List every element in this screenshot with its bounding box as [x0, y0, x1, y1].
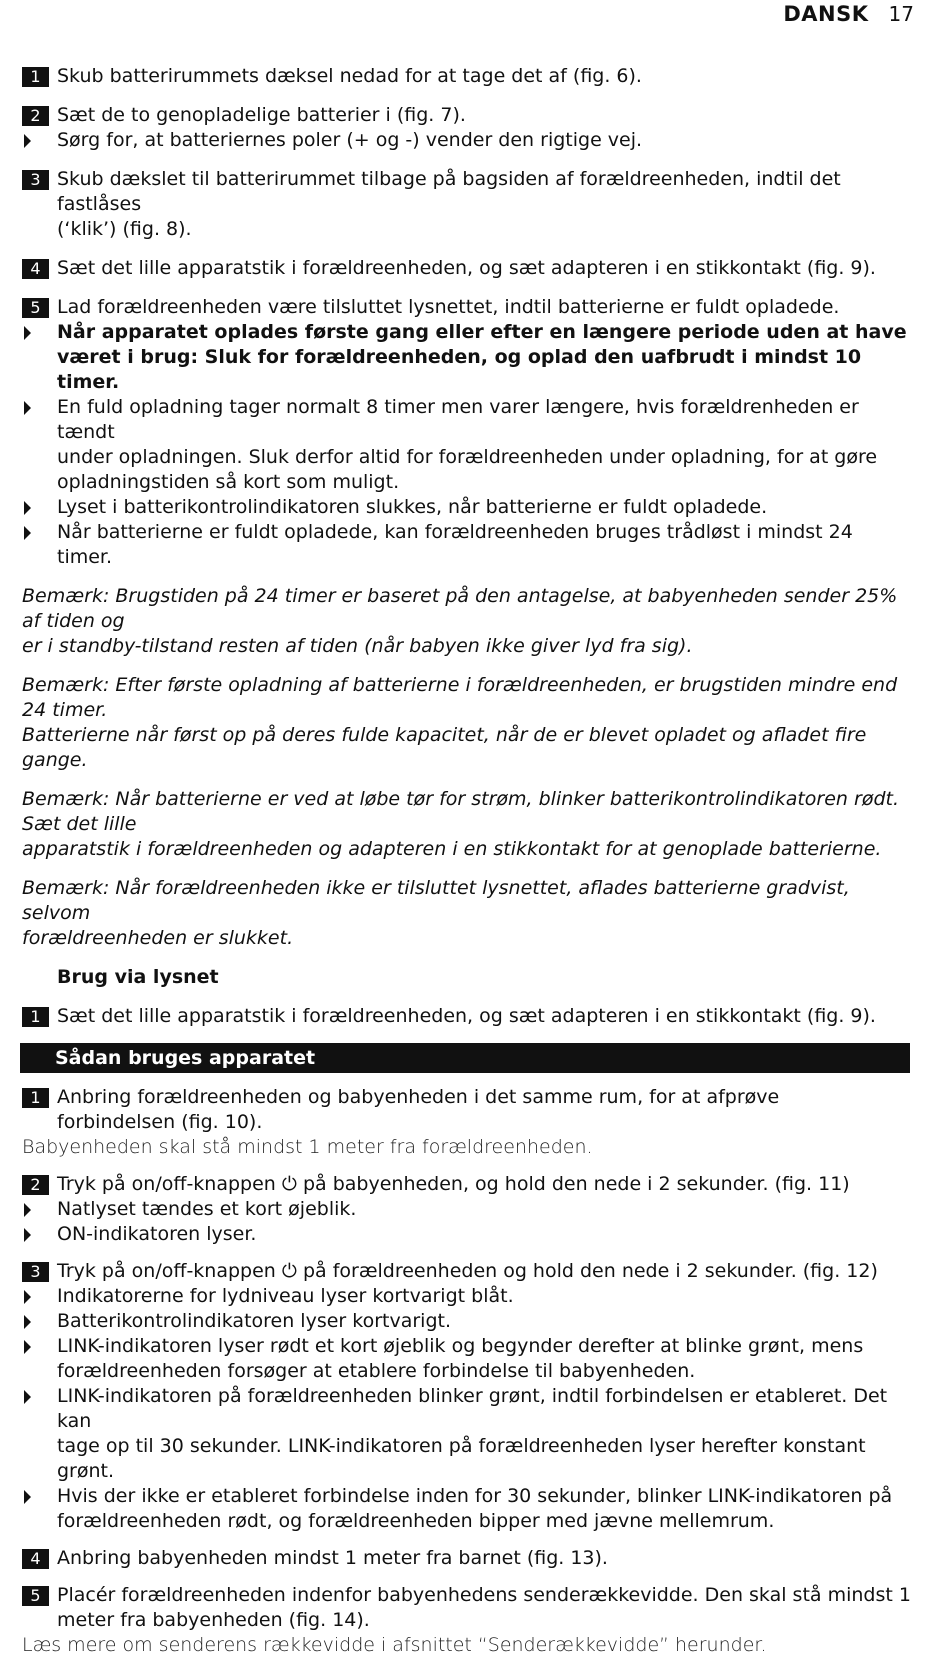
step-1: [22, 1085, 912, 1135]
bullet-text: Hvis der ikke er etableret forbindelse inden for 30 sekunder, blinker LINK-indikatoren på: [57, 1485, 893, 1507]
step-text: Tryk på on/off-knappen: [57, 1260, 276, 1282]
step-text: Sæt det lille apparatstik i forældreenheden, og sæt adapteren i en stikkontakt (fig. 9).: [57, 1005, 876, 1027]
bullet-text: under opladningen. Sluk derfor altid for forældreenheden under opladning, for at gøre: [57, 446, 878, 468]
note-text: Bemærk: Når batterierne er ved at løbe tør for strøm, blinker batterikontrolindikatoren rødt. Sæt det lille: [22, 788, 899, 835]
page-number: 17: [888, 2, 914, 26]
step-1: [22, 1004, 912, 1029]
step-2: [22, 1172, 912, 1197]
step-5: [22, 295, 912, 320]
bullet-icon: [24, 1228, 31, 1242]
bullet-item: [22, 128, 912, 153]
note-text: apparatstik i forældreenheden og adapteren i en stikkontakt for at genoplade batterierne.: [22, 838, 882, 860]
bullet-item: [22, 1284, 912, 1309]
step-text: Sæt det lille apparatstik i forældreenheden, og sæt adapteren i en stikkontakt (fig. 9).: [57, 257, 876, 279]
bullet-text: En fuld opladning tager normalt 8 timer men varer længere, hvis forældrenheden er tændt: [57, 396, 859, 443]
bullet-icon: [24, 401, 31, 415]
bullet-icon: [24, 1340, 31, 1354]
language-label: DANSK: [783, 2, 869, 26]
plain-text: Læs mere om senderens rækkevidde i afsnittet “Senderækkevidde” herunder.: [22, 1634, 767, 1656]
bullet-text: ON-indikatoren lyser.: [57, 1223, 257, 1245]
bullet-text: været i brug: Sluk for forældreenheden, og oplad den uafbrudt i mindst 10 timer.: [57, 346, 862, 393]
step-number: 5: [22, 298, 49, 318]
bullet-text: Indikatorerne for lydniveau lyser kortvarigt blåt.: [57, 1285, 514, 1307]
step-number: 4: [22, 259, 49, 279]
step-text: forbindelsen (fig. 10).: [57, 1111, 263, 1133]
bullet-text: Sørg for, at batteriernes poler (+ og -) vender den rigtige vej.: [57, 129, 643, 151]
bullet-text: Batterikontrolindikatoren lyser kortvarigt.: [57, 1310, 452, 1332]
bullet-item: [22, 520, 912, 570]
bullet-item: [22, 1384, 912, 1484]
step-text: Anbring forældreenheden og babyenheden i det samme rum, for at afprøve: [57, 1086, 780, 1108]
bullet-text: Natlyset tændes et kort øjeblik.: [57, 1198, 357, 1220]
page-content: [22, 64, 912, 1658]
plain-text: Babyenheden skal stå mindst 1 meter fra forældreenheden.: [22, 1136, 593, 1158]
step-text: Anbring babyenheden mindst 1 meter fra barnet (fig. 13).: [57, 1547, 608, 1569]
note: [22, 876, 912, 951]
section-heading: Sådan bruges apparatet: [20, 1043, 910, 1073]
note: [22, 584, 912, 659]
step-4: [22, 256, 912, 281]
note-text: forældreenheden er slukket.: [22, 927, 294, 949]
step-number: 3: [22, 170, 49, 190]
step-number: 1: [22, 1007, 49, 1027]
step-text: Lad forældreenheden være tilsluttet lysnettet, indtil batterierne er fuldt opladede.: [57, 296, 840, 318]
bullet-text: tage op til 30 sekunder. LINK-indikatoren på forældreenheden lyser herefter konstant grønt.: [57, 1435, 866, 1482]
bullet-icon: [24, 526, 31, 540]
step-4: [22, 1546, 912, 1571]
note-text: Batterierne når først op på deres fulde kapacitet, når de er blevet opladet og afladet fire gange.: [22, 724, 867, 771]
bullet-item: [22, 395, 912, 495]
bullet-text: Lyset i batterikontrolindikatoren slukkes, når batterierne er fuldt opladede.: [57, 496, 768, 518]
subheading: Brug via lysnet: [57, 966, 219, 988]
step-number: 1: [22, 67, 49, 87]
bullet-item: [22, 1197, 912, 1222]
step-3: [22, 167, 912, 242]
bullet-text: Når apparatet oplades første gang eller efter en længere periode uden at have: [57, 321, 907, 343]
step-text: Skub batterirummets dæksel nedad for at tage det af (fig. 6).: [57, 65, 642, 87]
step-text: på forældreenheden og hold den nede i 2 sekunder. (fig. 12): [302, 1260, 878, 1282]
bullet-item: [22, 320, 912, 395]
step-1: [22, 64, 912, 89]
step-text: Skub dækslet til batterirummet tilbage på bagsiden af forældreenheden, indtil det fastlåses: [57, 168, 841, 215]
note: [22, 787, 912, 862]
step-text: på babyenheden, og hold den nede i 2 sekunder. (fig. 11): [302, 1173, 850, 1195]
note-text: Bemærk: Brugstiden på 24 timer er baseret på den antagelse, at babyenheden sender 25% af tiden og: [22, 585, 898, 632]
note-text: Bemærk: Efter første opladning af batterierne i forældreenheden, er brugstiden mindre end 24 timer.: [22, 674, 898, 721]
bullet-text: opladningstiden så kort som muligt.: [57, 471, 400, 493]
bullet-icon: [24, 501, 31, 515]
page-header: [783, 2, 914, 28]
step-2: [22, 103, 912, 128]
step-5: [22, 1583, 912, 1633]
power-icon: ⏻: [281, 1260, 297, 1282]
step-number: 2: [22, 106, 49, 126]
step-number: 5: [22, 1586, 49, 1606]
step-text: Tryk på on/off-knappen: [57, 1173, 276, 1195]
note-text: er i standby-tilstand resten af tiden (når babyen ikke giver lyd fra sig).: [22, 635, 693, 657]
power-icon: ⏻: [281, 1173, 297, 1195]
bullet-text: LINK-indikatoren lyser rødt et kort øjeblik og begynder derefter at blinke grønt, mens: [57, 1335, 864, 1357]
bullet-text: forældreenheden rødt, og forældreenheden bipper med jævne mellemrum.: [57, 1510, 775, 1532]
step-text: Sæt de to genopladelige batterier i (fig. 7).: [57, 104, 466, 126]
step-text: Placér forældreenheden indenfor babyenhedens senderækkevidde. Den skal stå mindst 1: [57, 1584, 911, 1606]
step-number: 4: [22, 1549, 49, 1569]
bullet-item: [22, 495, 912, 520]
bullet-item: [22, 1334, 912, 1384]
bullet-text: forældreenheden forsøger at etablere forbindelse til babyenheden.: [57, 1360, 696, 1382]
bullet-icon: [24, 1315, 31, 1329]
step-3: [22, 1259, 912, 1284]
note: [22, 673, 912, 773]
note-text: Bemærk: Når forældreenheden ikke er tilsluttet lysnettet, aflades batterierne gradvist, selvom: [22, 877, 850, 924]
bullet-icon: [24, 326, 31, 340]
bullet-icon: [24, 1203, 31, 1217]
step-text: (‘klik’) (fig. 8).: [57, 218, 192, 240]
bullet-text: LINK-indikatoren på forældreenheden blinker grønt, indtil forbindelsen er etableret. Det kan: [57, 1385, 888, 1432]
step-text: meter fra babyenheden (fig. 14).: [57, 1609, 370, 1631]
bullet-icon: [24, 1490, 31, 1504]
bullet-item: [22, 1484, 912, 1534]
bullet-item: [22, 1309, 912, 1334]
bullet-icon: [24, 134, 31, 148]
bullet-text: Når batterierne er fuldt opladede, kan forældreenheden bruges trådløst i mindst 24 timer.: [57, 521, 853, 568]
step-number: 2: [22, 1175, 49, 1195]
step-number: 3: [22, 1262, 49, 1282]
bullet-item: [22, 1222, 912, 1247]
step-number: 1: [22, 1088, 49, 1108]
bullet-icon: [24, 1290, 31, 1304]
